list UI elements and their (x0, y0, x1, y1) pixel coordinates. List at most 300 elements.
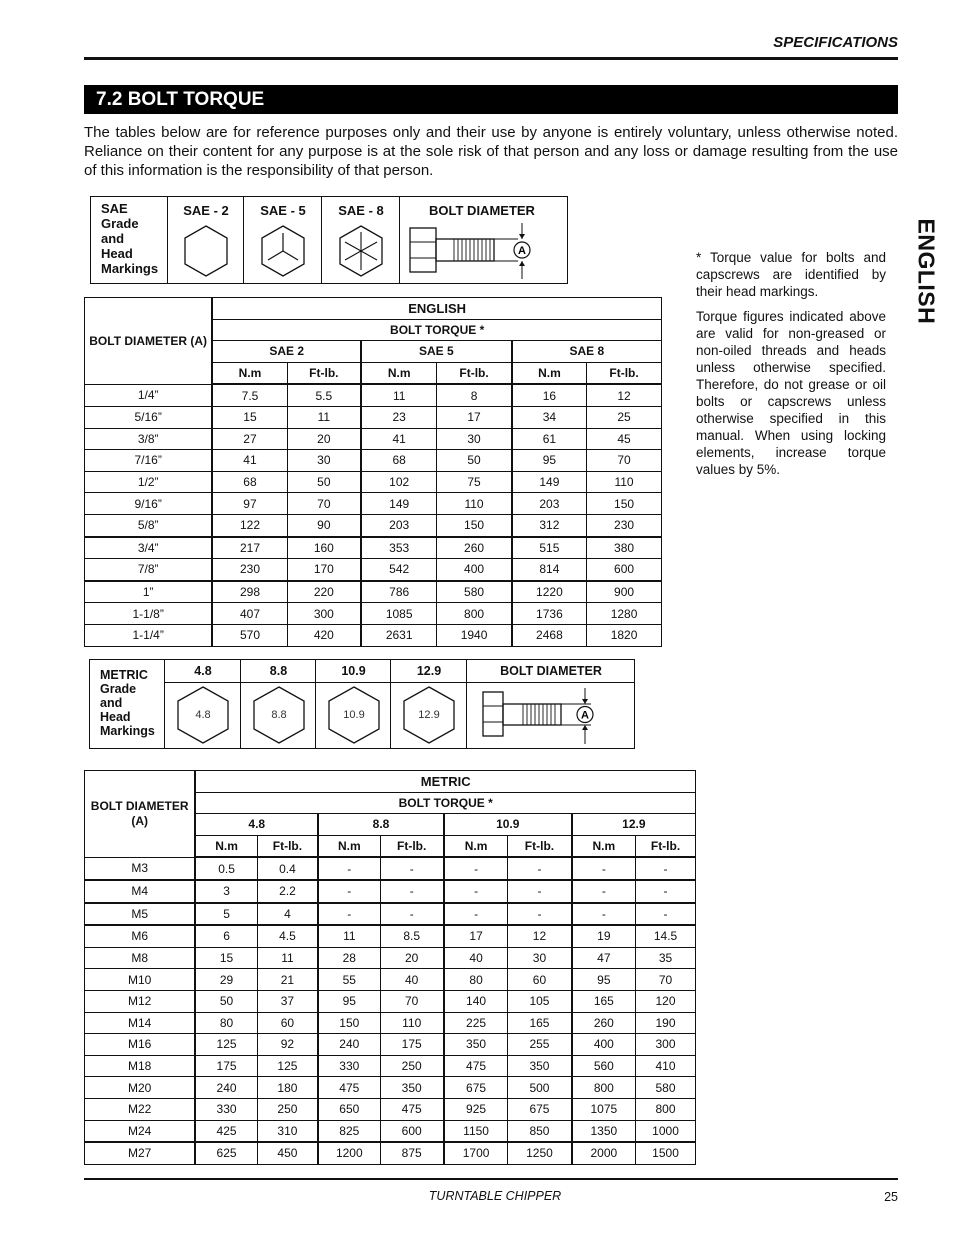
torque-value-cell: 4 (257, 903, 318, 926)
grade-header: 8.8 (318, 814, 444, 836)
torque-value-cell: 1150 (444, 1120, 508, 1142)
sae-bolt-diameter-cell (399, 197, 567, 283)
torque-value-cell: 675 (444, 1077, 508, 1099)
torque-value-cell: 1500 (636, 1142, 696, 1164)
torque-value-cell: 203 (512, 493, 587, 515)
sae-8-cell (321, 197, 400, 283)
bolt-size-cell: M3 (85, 857, 196, 880)
metric-markings-box (89, 659, 635, 749)
torque-value-cell: 170 (287, 559, 361, 581)
intro-paragraph: The tables below are for reference purposes only and their use by anyone is entirely voluntary, unless otherwise noted. Reliance on their content for any purpose is at the sole risk of that person and any loss or damage resulting from the use of this information is the responsibility of that person. (84, 124, 898, 179)
torque-value-cell: - (444, 903, 508, 926)
torque-value-cell: 110 (380, 1012, 444, 1034)
torque-value-cell: 180 (257, 1077, 318, 1099)
table-row (85, 1055, 696, 1077)
torque-value-cell: 30 (287, 450, 361, 472)
torque-value-cell: 95 (512, 450, 587, 472)
torque-value-cell: 2000 (572, 1142, 636, 1164)
torque-value-cell: - (318, 880, 380, 903)
metric-label-line: Grade (100, 682, 137, 696)
torque-value-cell: 786 (361, 581, 437, 603)
table-row (85, 406, 662, 428)
torque-value-cell: 6 (195, 925, 257, 947)
bolt-size-cell: M16 (85, 1034, 196, 1056)
torque-value-cell: 20 (380, 947, 444, 969)
torque-value-cell: 5.5 (287, 384, 361, 406)
grade-mark: 4.8 (195, 709, 211, 721)
torque-value-cell: - (508, 880, 572, 903)
section-heading (84, 85, 898, 114)
metric-8-8-head-icon (241, 684, 316, 746)
torque-value-cell: 92 (257, 1034, 318, 1056)
torque-value-cell: 60 (508, 969, 572, 991)
torque-value-cell: 61 (512, 428, 587, 450)
torque-value-cell: 35 (636, 947, 696, 969)
sae-label-line: Markings (101, 261, 159, 276)
torque-value-cell: - (318, 857, 380, 880)
torque-value-cell: 150 (587, 493, 662, 515)
torque-value-cell: 165 (508, 1012, 572, 1034)
torque-value-cell: 15 (195, 947, 257, 969)
torque-value-cell: - (508, 857, 572, 880)
unit-header: Ft-lb. (636, 835, 696, 857)
torque-value-cell: 560 (572, 1055, 636, 1077)
torque-value-cell: 1280 (587, 603, 662, 625)
torque-value-cell: 380 (587, 537, 662, 559)
torque-value-cell: 47 (572, 947, 636, 969)
torque-value-cell: 25 (587, 406, 662, 428)
torque-value-cell: 97 (212, 493, 287, 515)
table-row (85, 880, 696, 903)
torque-value-cell: 800 (437, 603, 512, 625)
torque-value-cell: 230 (212, 559, 287, 581)
torque-value-cell: 11 (257, 947, 318, 969)
torque-value-cell: 70 (380, 990, 444, 1012)
torque-value-cell: 165 (572, 990, 636, 1012)
torque-value-cell: - (508, 903, 572, 926)
torque-value-cell: 0.5 (195, 857, 257, 880)
footer-rule (84, 1178, 898, 1180)
torque-value-cell: 1350 (572, 1120, 636, 1142)
torque-value-cell: 68 (212, 471, 287, 493)
bolt-diagram-icon (467, 684, 635, 746)
torque-value-cell: 11 (287, 406, 361, 428)
torque-value-cell: 675 (508, 1098, 572, 1120)
torque-value-cell: 1085 (361, 603, 437, 625)
torque-value-cell: - (572, 903, 636, 926)
table-row (85, 925, 696, 947)
torque-value-cell: 8 (437, 384, 512, 406)
torque-value-cell: 570 (212, 624, 287, 646)
torque-value-cell: 120 (636, 990, 696, 1012)
bolt-torque-subtitle: BOLT TORQUE * (195, 792, 695, 814)
torque-value-cell: - (444, 880, 508, 903)
torque-value-cell: - (444, 857, 508, 880)
bolt-size-cell: 1-1/8” (85, 603, 213, 625)
torque-value-cell: 203 (361, 514, 437, 536)
unit-header: N.m (444, 835, 508, 857)
unit-header: Ft-lb. (587, 362, 662, 384)
torque-value-cell: 102 (361, 471, 437, 493)
torque-value-cell: 175 (195, 1055, 257, 1077)
torque-value-cell: 80 (195, 1012, 257, 1034)
metric-label-line: Head (100, 710, 131, 724)
torque-value-cell: 17 (444, 925, 508, 947)
torque-value-cell: 420 (287, 624, 361, 646)
english-title: ENGLISH (212, 298, 661, 320)
bolt-size-cell: M12 (85, 990, 196, 1012)
torque-value-cell: - (572, 857, 636, 880)
unit-header: Ft-lb. (380, 835, 444, 857)
torque-value-cell: 75 (437, 471, 512, 493)
torque-value-cell: 30 (437, 428, 512, 450)
bolt-size-cell: 3/4” (85, 537, 213, 559)
torque-value-cell: 1700 (444, 1142, 508, 1164)
unit-header: N.m (195, 835, 257, 857)
metric-markings-label (100, 668, 155, 738)
sae-label-line: Grade (101, 216, 139, 231)
torque-value-cell: 150 (437, 514, 512, 536)
bolt-size-cell: M27 (85, 1142, 196, 1164)
page-header-title: SPECIFICATIONS (773, 34, 898, 51)
grade-header: 12.9 (572, 814, 696, 836)
sae-5-cell (243, 197, 322, 283)
torque-value-cell: 875 (380, 1142, 444, 1164)
torque-value-cell: 149 (512, 471, 587, 493)
grade-mark: 10.9 (343, 709, 365, 721)
bolt-size-cell: M8 (85, 947, 196, 969)
torque-value-cell: 149 (361, 493, 437, 515)
torque-value-cell: - (380, 903, 444, 926)
torque-value-cell: 330 (318, 1055, 380, 1077)
torque-value-cell: 37 (257, 990, 318, 1012)
torque-value-cell: 140 (444, 990, 508, 1012)
torque-value-cell: 40 (380, 969, 444, 991)
torque-value-cell: 70 (587, 450, 662, 472)
grade-label: 10.9 (341, 664, 366, 678)
grade-header: 10.9 (444, 814, 572, 836)
torque-value-cell: 2.2 (257, 880, 318, 903)
torque-value-cell: 20 (287, 428, 361, 450)
bolt-size-cell: 3/8” (85, 428, 213, 450)
bolt-size-cell: M5 (85, 903, 196, 926)
torque-value-cell: 12 (508, 925, 572, 947)
bolt-diagram-icon (400, 221, 566, 283)
metric-bolt-diameter-cell (466, 660, 634, 748)
sae-8-head-icon (322, 221, 400, 283)
bolt-diameter-header: BOLT DIAMETER (A) (85, 298, 213, 385)
torque-value-cell: 23 (361, 406, 437, 428)
sae-label-line: Head (101, 246, 133, 261)
torque-value-cell: 1736 (512, 603, 587, 625)
torque-value-cell: 850 (508, 1120, 572, 1142)
torque-value-cell: 28 (318, 947, 380, 969)
unit-header: N.m (318, 835, 380, 857)
table-row (85, 1120, 696, 1142)
grade-header: 4.8 (195, 814, 318, 836)
torque-value-cell: 350 (444, 1034, 508, 1056)
torque-value-cell: 580 (636, 1077, 696, 1099)
unit-header: Ft-lb. (287, 362, 361, 384)
grade-label: SAE - 8 (338, 203, 384, 218)
bolt-size-cell: M24 (85, 1120, 196, 1142)
torque-value-cell: 250 (257, 1098, 318, 1120)
bolt-size-cell: 1” (85, 581, 213, 603)
torque-value-cell: 15 (212, 406, 287, 428)
torque-value-cell: 800 (572, 1077, 636, 1099)
torque-value-cell: 260 (437, 537, 512, 559)
bolt-size-cell: 7/16” (85, 450, 213, 472)
torque-value-cell: 175 (380, 1034, 444, 1056)
torque-value-cell: 14.5 (636, 925, 696, 947)
table-row (85, 493, 662, 515)
torque-value-cell: 122 (212, 514, 287, 536)
torque-value-cell: 19 (572, 925, 636, 947)
table-row (85, 624, 662, 646)
table-row (85, 969, 696, 991)
grade-mark: 12.9 (418, 709, 440, 721)
torque-value-cell: 50 (437, 450, 512, 472)
torque-value-cell: 80 (444, 969, 508, 991)
torque-value-cell: 125 (195, 1034, 257, 1056)
language-tab-label: ENGLISH (913, 218, 940, 325)
table-row (85, 1142, 696, 1164)
torque-value-cell: 30 (508, 947, 572, 969)
torque-value-cell: 11 (318, 925, 380, 947)
bolt-size-cell: 1/2” (85, 471, 213, 493)
grade-label: SAE - 2 (183, 203, 229, 218)
table-row (85, 581, 662, 603)
torque-value-cell: 475 (318, 1077, 380, 1099)
torque-value-cell: 41 (361, 428, 437, 450)
torque-value-cell: 27 (212, 428, 287, 450)
bolt-size-cell: 1-1/4” (85, 624, 213, 646)
grade-label: 4.8 (194, 664, 212, 678)
sae-5-head-icon (244, 221, 322, 283)
torque-value-cell: 50 (195, 990, 257, 1012)
unit-header: Ft-lb. (508, 835, 572, 857)
torque-value-cell: 240 (195, 1077, 257, 1099)
torque-value-cell: 21 (257, 969, 318, 991)
metric-8-8-cell (240, 660, 316, 748)
torque-value-cell: 250 (380, 1055, 444, 1077)
torque-note-1: * Torque value for bolts and capscrews are identified by their head markings. (696, 250, 886, 299)
table-row (85, 903, 696, 926)
torque-value-cell: 17 (437, 406, 512, 428)
unit-header: Ft-lb. (257, 835, 318, 857)
torque-value-cell: - (636, 903, 696, 926)
bolt-diameter-label: BOLT DIAMETER (500, 664, 602, 678)
metric-label-line: Markings (100, 724, 155, 738)
metric-label-line: METRIC (100, 668, 148, 682)
torque-value-cell: - (636, 880, 696, 903)
torque-value-cell: 4.5 (257, 925, 318, 947)
torque-value-cell: 70 (636, 969, 696, 991)
bolt-size-cell: M10 (85, 969, 196, 991)
torque-value-cell: 425 (195, 1120, 257, 1142)
footer-title: TURNTABLE CHIPPER (428, 1189, 562, 1203)
bolt-size-cell: M6 (85, 925, 196, 947)
table-row (85, 559, 662, 581)
torque-value-cell: 515 (512, 537, 587, 559)
torque-value-cell: 1075 (572, 1098, 636, 1120)
torque-value-cell: 300 (287, 603, 361, 625)
torque-value-cell: 0.4 (257, 857, 318, 880)
torque-value-cell: 8.5 (380, 925, 444, 947)
torque-value-cell: 450 (257, 1142, 318, 1164)
torque-value-cell: 900 (587, 581, 662, 603)
sae-markings-box (90, 196, 568, 284)
metric-10-9-cell (315, 660, 391, 748)
metric-10-9-head-icon (316, 684, 391, 746)
torque-value-cell: 160 (287, 537, 361, 559)
torque-value-cell: 542 (361, 559, 437, 581)
torque-value-cell: 814 (512, 559, 587, 581)
torque-value-cell: 1820 (587, 624, 662, 646)
bolt-size-cell: M20 (85, 1077, 196, 1099)
metric-torque-table (84, 770, 696, 1165)
table-row (85, 537, 662, 559)
bolt-size-cell: M14 (85, 1012, 196, 1034)
torque-value-cell: 300 (636, 1034, 696, 1056)
torque-value-cell: 95 (572, 969, 636, 991)
sae-label-line: and (101, 231, 125, 246)
torque-value-cell: 2631 (361, 624, 437, 646)
bolt-size-cell: M4 (85, 880, 196, 903)
bolt-torque-subtitle: BOLT TORQUE * (212, 319, 661, 341)
torque-value-cell: 110 (437, 493, 512, 515)
unit-header: N.m (212, 362, 287, 384)
torque-value-cell: 407 (212, 603, 287, 625)
torque-value-cell: 50 (287, 471, 361, 493)
torque-value-cell: 45 (587, 428, 662, 450)
bolt-diameter-label: BOLT DIAMETER (429, 203, 535, 218)
torque-value-cell: 125 (257, 1055, 318, 1077)
grade-label: SAE - 5 (260, 203, 306, 218)
torque-value-cell: 500 (508, 1077, 572, 1099)
torque-value-cell: - (636, 857, 696, 880)
torque-value-cell: 12 (587, 384, 662, 406)
torque-value-cell: 925 (444, 1098, 508, 1120)
torque-value-cell: 600 (380, 1120, 444, 1142)
torque-value-cell: 68 (361, 450, 437, 472)
bolt-size-cell: 1/4” (85, 384, 213, 406)
unit-header: Ft-lb. (437, 362, 512, 384)
sae-markings-label (101, 201, 158, 276)
torque-value-cell: 625 (195, 1142, 257, 1164)
torque-value-cell: 312 (512, 514, 587, 536)
metric-title: METRIC (195, 771, 695, 793)
page-number: 25 (884, 1190, 898, 1204)
torque-value-cell: 350 (380, 1077, 444, 1099)
table-row (85, 514, 662, 536)
grade-label: 12.9 (416, 664, 442, 678)
torque-value-cell: 60 (257, 1012, 318, 1034)
torque-value-cell: 475 (380, 1098, 444, 1120)
torque-value-cell: 800 (636, 1098, 696, 1120)
torque-value-cell: 353 (361, 537, 437, 559)
torque-value-cell: 410 (636, 1055, 696, 1077)
bolt-size-cell: 5/16” (85, 406, 213, 428)
torque-value-cell: - (380, 880, 444, 903)
torque-value-cell: 29 (195, 969, 257, 991)
bolt-size-cell: 9/16” (85, 493, 213, 515)
torque-value-cell: 150 (318, 1012, 380, 1034)
torque-value-cell: - (380, 857, 444, 880)
torque-value-cell: 475 (444, 1055, 508, 1077)
torque-value-cell: 260 (572, 1012, 636, 1034)
torque-value-cell: - (318, 903, 380, 926)
table-row (85, 471, 662, 493)
bolt-size-cell: 5/8” (85, 514, 213, 536)
torque-value-cell: 825 (318, 1120, 380, 1142)
torque-value-cell: 400 (437, 559, 512, 581)
section-title: 7.2 BOLT TORQUE (96, 89, 265, 110)
grade-label: 8.8 (269, 664, 288, 678)
unit-header: N.m (361, 362, 437, 384)
bolt-size-cell: M18 (85, 1055, 196, 1077)
sae-label-line: SAE (101, 201, 128, 216)
language-side-tab (905, 218, 945, 332)
torque-value-cell: 650 (318, 1098, 380, 1120)
table-row (85, 857, 696, 880)
table-row (85, 1012, 696, 1034)
torque-value-cell: 255 (508, 1034, 572, 1056)
bolt-size-cell: M22 (85, 1098, 196, 1120)
a-label: A (581, 709, 589, 722)
table-row (85, 428, 662, 450)
grade-header: SAE 8 (512, 341, 662, 363)
metric-12-9-cell (390, 660, 467, 748)
grade-header: SAE 2 (212, 341, 361, 363)
torque-value-cell: 1000 (636, 1120, 696, 1142)
table-row (85, 450, 662, 472)
torque-value-cell: 7.5 (212, 384, 287, 406)
torque-value-cell: 70 (287, 493, 361, 515)
torque-value-cell: 11 (361, 384, 437, 406)
torque-value-cell: - (572, 880, 636, 903)
torque-value-cell: 3 (195, 880, 257, 903)
torque-value-cell: 40 (444, 947, 508, 969)
sae-2-cell (167, 197, 244, 283)
metric-4-8-cell (164, 660, 241, 748)
bolt-size-cell: 7/8” (85, 559, 213, 581)
torque-value-cell: 600 (587, 559, 662, 581)
torque-value-cell: 41 (212, 450, 287, 472)
bolt-diameter-header: BOLT DIAMETER (A) (85, 771, 196, 858)
torque-value-cell: 350 (508, 1055, 572, 1077)
table-row (85, 384, 662, 406)
unit-header: N.m (512, 362, 587, 384)
torque-value-cell: 230 (587, 514, 662, 536)
torque-value-cell: 95 (318, 990, 380, 1012)
torque-value-cell: 330 (195, 1098, 257, 1120)
table-row (85, 1034, 696, 1056)
grade-mark: 8.8 (271, 709, 287, 721)
torque-value-cell: 1220 (512, 581, 587, 603)
a-label: A (518, 245, 526, 257)
table-row (85, 603, 662, 625)
torque-value-cell: 1250 (508, 1142, 572, 1164)
torque-value-cell: 225 (444, 1012, 508, 1034)
header-rule (84, 57, 898, 60)
torque-value-cell: 240 (318, 1034, 380, 1056)
side-notes (696, 249, 886, 486)
grade-header: SAE 5 (361, 341, 512, 363)
torque-value-cell: 310 (257, 1120, 318, 1142)
metric-4-8-head-icon (165, 684, 241, 746)
torque-value-cell: 5 (195, 903, 257, 926)
